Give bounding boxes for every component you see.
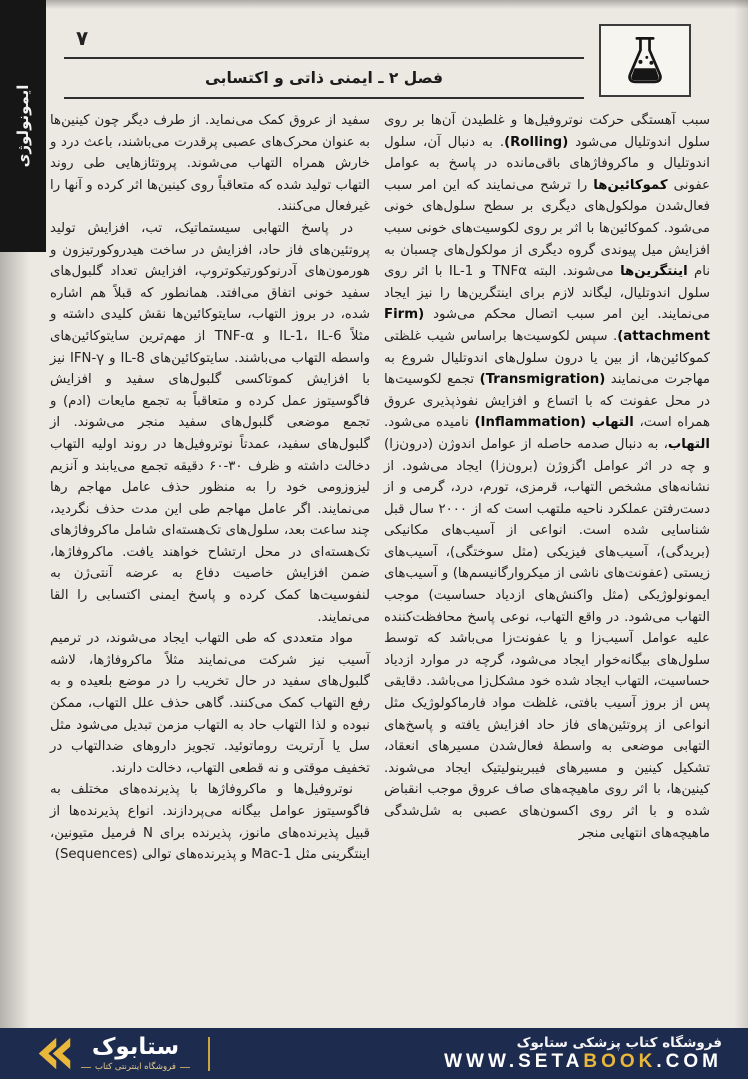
url-highlight: BOOK [583, 1051, 657, 1073]
logo-wordmark: ستابوک [91, 1033, 180, 1060]
chapter-title: فصل ۲ ـ ایمنی ذاتی و اکتسابی [204, 69, 444, 87]
bookstore-footer-banner [0, 1028, 748, 1079]
double-chevron-logo-icon [30, 1036, 72, 1071]
body-paragraph: مواد متعددی که طی التهاب ایجاد می‌شوند، در ترمیم آسیب نیز شرکت می‌نمایند مثلاً ماکروفاژها، لاشه گلبول‌های سفید در حال تخریب را در موضع بلعیده و به رفع التهاب کمک می‌کنند. گاهی حذف علل التهاب، ممکن نبوده و لذا التهاب حاد به التهاب مزمن تبدیل می‌شود مثل سل یا آرتریت روماتوئید. تجویز داروهای ضدالتهاب در تخفیف موقتی و نه قطعی التهاب، دخالت دارند. [50, 631, 370, 776]
spine-tab-label: ایمونولوژی [14, 84, 32, 168]
footer-divider [208, 1037, 210, 1071]
body-paragraph: نوتروفیل‌ها و ماکروفاژها با پذیرنده‌های مختلف به فاگوسیتوز عوامل بیگانه می‌پردازند. انواع پذیرنده‌ها از قبیل پذیرنده‌های مانوز، پذیرنده برای N فرمیل متیونین، اینتگرینی مثل Mac-1 و پذیرنده‌های توالی (Sequences) [50, 782, 370, 863]
header-rule-top [64, 57, 584, 59]
flask-icon [616, 32, 674, 90]
store-name-line: فروشگاه کتاب پزشکی ستابوک [516, 1035, 722, 1052]
setabook-logo [30, 1035, 190, 1072]
text-column-left [50, 110, 370, 1024]
flask-box [599, 24, 691, 97]
url-prefix: WWW.SETA [444, 1051, 584, 1073]
body-paragraph: سفید از عروق کمک می‌نماید. از طرف دیگر چون کینین‌ها به عنوان محرک‌های عصبی پرقدرت می‌باشند، باعث درد و خارش همراه التهاب می‌شوند. پروتئازهایی طی روند التهاب تولید شده که متعاقباً روی کینین‌ها اثر کرده و آنها را غیرفعال می‌کنند. [50, 113, 370, 215]
header-rule-bottom [64, 97, 584, 99]
logo-text-block [81, 1035, 190, 1072]
body-paragraph: سبب آهستگی حرکت نوتروفیل‌ها و غلطیدن آن‌ها بر روی سلول اندوتلیال می‌شود (Rolling). به دنبال آن، سلول اندوتلیال و ماکروفاژهای باقی‌مانده در پاسخ به عوامل عفونی کموکائین‌ها را ترشح می‌نمایند که این امر سبب فعال‌شدن مولکول‌های دیگری بر سطح سلول‌های خونی می‌شود. کموکائین‌ها با اثر بر روی لکوسیت‌های خونی سبب افزایش میل پیوندی گروه دیگری از مولکول‌های چسبان به نام اینتگرین‌ها می‌شوند. البته TNFα و IL-1 با اثر روی سلول اندوتلیال، لیگاند لازم برای اینتگرین‌ها را نیز ایجاد می‌نمایند. این امر سبب اتصال محکم می‌شود (Firm attachment). سپس لکوسیت‌ها براساس شیب غلظتی کموکائین‌ها، از بین یا درون سلول‌های اندوتلیال شروع به مهاجرت می‌نمایند (Transmigration) تجمع لکوسیت‌ها در محل عفونت که با اتساع و افزایش نفوذپذیری عروق همراه است، التهاب (Inflammation) نامیده می‌شود. التهاب، به دنبال صدمه حاصله از عوامل اندوژن (درون‌زا) و چه در اثر عوامل اگزوژن (برون‌زا) ایجاد می‌شود. از نشانه‌های مشخص التهاب، قرمزی، تورم، درد، گرمی و از دست‌رفتن عملکرد ناحیه ملتهب است که از ۲۰۰۰ سال قبل شناسایی شده است. انواعی از آسیب‌های مکانیکی (بریدگی)، آسیب‌های فیزیکی (مثل سوختگی)، آسیب‌های زیستی (عفونت‌های ناشی از میکروارگانیسم‌ها) و آسیب‌های ایمونولوژیکی (مثل واکنش‌های ازدیاد حساسیت) موجب التهاب می‌شود. در واقع التهاب، نوعی پاسخ محافظت‌کننده علیه عوامل آسیب‌زا و یا عفونت‌زا می‌باشد که توسط سلول‌های بیگانه‌خوار ایجاد می‌شود، گرچه در موارد ازدیاد حساسیت، التهاب ایجاد شده خود مشکل‌زا می‌باشد. دقایقی پس از بروز آسیب بافتی، غلظت مواد فارماکولوژیک مثل انواعی از پروتئین‌های فاز حاد افزایش یافته و پاسخ‌های التهابی موضعی به واسطهٔ فعال‌شدن مسیرهای انعقاد، تشکیل کینین و مسیرهای فیبرینولیتیک ایجاد می‌شوند. کینین‌ها، با اثر روی ماهیچه‌های صاف عروق موجب انقباض شده و با اثر روی اکسون‌های عصبی به شل‌شدگی ماهیچه‌های انتهایی منجر [384, 113, 711, 841]
text-column-right [384, 110, 710, 1024]
page-number: ۷ [76, 26, 89, 50]
logo-subtitle: فروشگاه اینترنتی کتاب [81, 1062, 190, 1072]
store-url [444, 1052, 722, 1072]
spine-tab [0, 0, 46, 252]
body-paragraph: در پاسخ التهابی سیستماتیک، تب، افزایش تولید پروتئین‌های فاز حاد، افزایش در ساخت هیدروکورتیزون و هورمون‌های آدرنوکورتیکوتروپ، افزایش تعداد گلبول‌های سفید خونی اتفاق می‌افتد. همانطور که قبلاً هم اشاره شده، در بروز التهاب، سایتوکائین‌ها نقش کلیدی داشته و مثلاً IL-1، IL-6 و TNF-α از مهم‌ترین سایتوکائین‌های واسطه التهاب می‌باشند. سایتوکائین‌های IL-8 و IFN-γ نیز با افزایش کموتاکسی گلبول‌های سفید و افزایش فاگوسیتوز عمل کرده و متعاقباً به تجمع مایعات (ادم) و تجمع موضعی گلبول‌های سفید منجر می‌شوند. از گلبول‌های سفید، عمدتاً نوتروفیل‌ها در روند اولیه التهاب دخالت داشته و ظرف ۳۰-۶۰ دقیقه تجمع می‌یابند و آنزیم لیزوزومی خود را به منظور حذف عامل مهاجم رها می‌نمایند. اگر عامل مهاجم طی این مدت حذف نگردید، چند ساعت بعد، سلول‌های تک‌هسته‌ای شامل ماکروفاژهای تک‌هسته‌ای در محل ارتشاح خواهند یافت. ماکروفاژها، ضمن افزایش خاصیت دفاع به عرضه آنتی‌ژن به لنفوسیت‌ها کمک کرده و پاسخ ایمنی اکتسابی را القا می‌نمایند. [50, 220, 371, 625]
footer-store-info [444, 1035, 722, 1072]
url-suffix: .COM [656, 1051, 722, 1073]
